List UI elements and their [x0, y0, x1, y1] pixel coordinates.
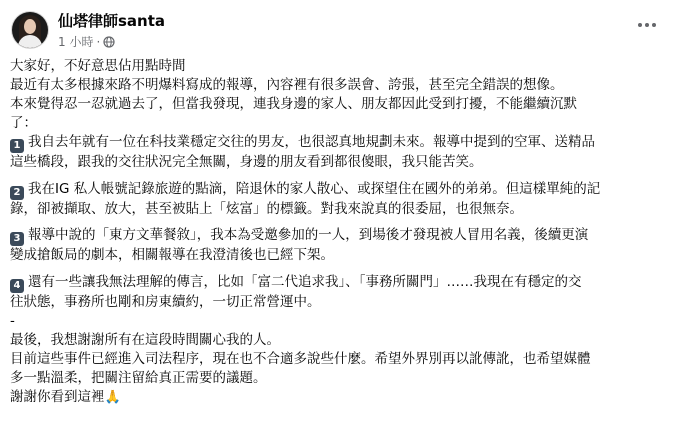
more-options-button[interactable]: [632, 13, 662, 37]
list-item-1: [10, 133, 670, 153]
folded-hands-emoji: 🙏: [104, 389, 121, 405]
post-line: -: [10, 313, 15, 330]
post-line: 最後，我想謝謝所有在這段時間關心我的人。: [10, 332, 280, 349]
post-line: 往狀態，事務所也剛和房東續約，一切正常營運中。: [10, 294, 321, 311]
post-line: 錄，卻被擷取、放大，甚至被貼上「炫富」的標籤。對我來說真的很委屈，也很無奈。: [10, 200, 523, 217]
spacer: [10, 172, 670, 180]
more-dot: [645, 23, 649, 27]
post-header: [10, 7, 668, 53]
number-4-badge: 4: [10, 279, 24, 293]
more-dot: [652, 23, 656, 27]
list-item-2: [10, 180, 670, 200]
post-line: 了：: [10, 114, 37, 131]
list-item-4: [10, 273, 670, 293]
item-text: 我自去年就有一位在科技業穩定交往的男友，也很認真地規劃未來。報導中提到的空軍、送精品: [28, 133, 595, 150]
list-item-3: [10, 226, 670, 246]
post-line: 最近有太多根據來路不明爆料寫成的報導，內容裡有很多誤會、誇張，甚至完全錯誤的想像。: [10, 76, 564, 93]
author-avatar[interactable]: [12, 12, 48, 48]
post-line: 大家好，不好意思佔用點時間: [10, 58, 186, 74]
author-name[interactable]: 仙塔律師santa: [58, 12, 166, 30]
more-options-icon: [638, 23, 642, 27]
post-line: 本來覺得忍一忍就過去了，但當我發現，連我身邊的家人、朋友都因此受到打擾，不能繼續沉默: [10, 95, 577, 112]
post-body: [10, 57, 670, 408]
spacer: [10, 265, 670, 273]
number-1-badge: 1: [10, 139, 24, 153]
item-text: 還有一些讓我無法理解的傳言，比如「富二代追求我」、「事務所關門」……我現在有穩定的交: [28, 274, 582, 291]
number-3-badge: 3: [10, 232, 24, 246]
post-line: 目前這些事件已經進入司法程序，現在也不合適多說些什麼。希望外界別再以訛傳訛，也希望媒體: [10, 351, 591, 368]
post-time[interactable]: 1 小時: [58, 35, 94, 49]
post-line: 變成搶飯局的劇本，相關報導在我澄清後也已經下架。: [10, 247, 334, 264]
globe-icon[interactable]: [103, 36, 115, 48]
spacer: [10, 218, 670, 226]
item-text: 我在IG 私人帳號記錄旅遊的點滴，陪退休的家人散心、或探望住在國外的弟弟。但這樣單純的記: [28, 180, 601, 197]
number-2-badge: 2: [10, 186, 24, 200]
meta-separator: ·: [96, 34, 101, 49]
closing-text: 謝謝你看到這裡: [10, 388, 105, 405]
closing-line: [10, 388, 670, 408]
post-meta: [58, 33, 115, 50]
avatar-face: [24, 19, 36, 34]
post-line: 多一點溫柔，把關注留給真正需要的議題。: [10, 369, 267, 386]
item-text: 報導中說的「東方文華餐敘」，我本為受邀參加的一人，到場後才發現被人冒用名義，後續更演: [28, 227, 589, 244]
post-line: 這些橋段，跟我的交往狀況完全無關，身邊的朋友看到都很傻眼，我只能苦笑。: [10, 153, 483, 170]
